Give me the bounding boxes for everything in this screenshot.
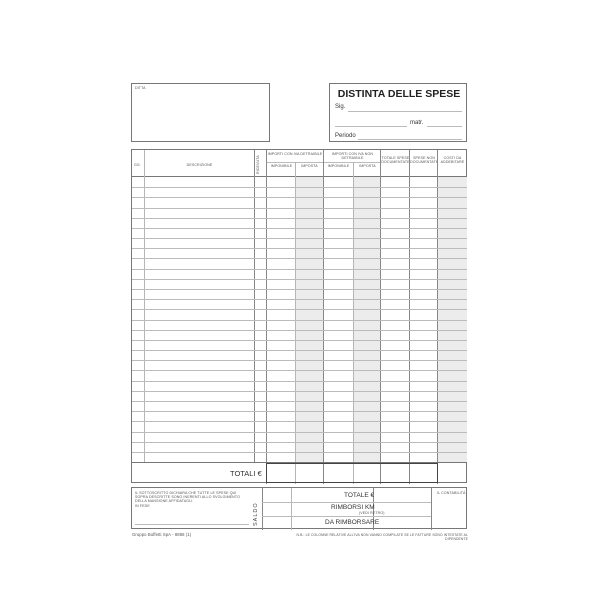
group-detraibile-header: IMPORTI CON IVA DETRAIBILE <box>267 152 323 156</box>
footer-vline-saldo <box>262 488 263 530</box>
table-row <box>132 350 467 351</box>
vline-totale-spese <box>409 150 410 484</box>
sig-line <box>348 111 462 112</box>
table-row <box>132 258 467 259</box>
document-title: DISTINTA DELLE SPESE <box>337 88 461 100</box>
sub-imposta-2: IMPOSTA <box>359 164 376 168</box>
header-box <box>329 83 467 142</box>
sig-label: Sig. <box>335 104 346 110</box>
totals-box <box>266 463 438 483</box>
table-row <box>132 228 467 229</box>
publisher-text: Gruppo Buffetti SpA - 8888 (1) <box>132 532 192 537</box>
matr-line-left <box>335 126 407 127</box>
sub-imposta-1: IMPOSTA <box>301 164 318 168</box>
table-row <box>132 238 467 239</box>
nb-note: N.B.: LE COLONNE RELATIVE ALL'IVA NON VANNO COMPILATE SE LE FATTURE SONO INTESTATE AL DIPENDENTE <box>296 533 468 541</box>
table-row <box>132 218 467 219</box>
in-fede-label: IN FEDE <box>135 504 150 508</box>
col-spese-non-doc-header: SPESE NON DOCUMENTATE <box>410 156 439 164</box>
footer-box <box>131 487 467 529</box>
footer-vline-3 <box>431 488 432 530</box>
col-costi-header: COSTI DA ADDEBITARE <box>440 156 465 164</box>
table-row <box>132 279 467 280</box>
table-row <box>132 289 467 290</box>
table-row <box>132 370 467 371</box>
footer-vline-1 <box>291 488 292 530</box>
footer-hline-1 <box>262 502 431 503</box>
vline-non-detraibile <box>380 150 381 484</box>
table-row <box>132 401 467 402</box>
footer-hline-2 <box>262 516 431 517</box>
table-row <box>132 391 467 392</box>
vline-imponibile-2 <box>353 162 354 484</box>
group-non-detraibile-header: IMPORTI CON IVA NON DETRAIBILE <box>331 152 374 160</box>
table-row <box>132 309 467 310</box>
table-row <box>132 442 467 443</box>
matr-label: matr. <box>410 120 424 126</box>
table-row <box>132 360 467 361</box>
sub-imponibile-2: IMPONIBILE <box>327 164 350 168</box>
sub-imponibile-1: IMPONIBILE <box>270 164 293 168</box>
col-gg-header: GG. <box>134 163 141 167</box>
expense-table <box>131 149 467 483</box>
da-rimborsare-label: DA RIMBORSARE <box>325 519 380 526</box>
col-totale-spese-header: TOTALE SPESE DOCUMENTATE <box>381 156 410 164</box>
ditta-label: DITTA <box>135 86 146 90</box>
totali-label: TOTALI € <box>230 469 262 478</box>
rimborsi-km-label: RIMBORSI KM <box>331 504 375 511</box>
signature-line <box>135 524 249 525</box>
table-row <box>132 299 467 300</box>
declaration-text: IL SOTTOSCRITTO DICHIARA CHE TUTTE LE SPESE QUI SOPRA DESCRITTE SONO INERENTI ALLO SVOLGIMENTO DELLA MANSIONE AFFIDATAGLI. <box>135 491 240 503</box>
table-row <box>132 340 467 341</box>
table-row <box>132 208 467 209</box>
ditta-box <box>131 83 270 142</box>
vline-ricevuta <box>266 150 267 484</box>
table-row <box>132 330 467 331</box>
table-row <box>132 411 467 412</box>
col-descrizione-header: DESCRIZIONE <box>186 163 213 167</box>
periodo-label: Periodo <box>335 133 356 139</box>
rimborsi-sub-label: (VEDI RETRO) <box>359 511 385 515</box>
table-row <box>132 381 467 382</box>
table-row <box>132 248 467 249</box>
table-row <box>132 452 467 453</box>
vline-spese-non-doc <box>437 150 438 484</box>
group-subheader-line <box>267 162 381 163</box>
matr-line-right <box>427 126 462 127</box>
table-row <box>132 197 467 198</box>
table-row <box>132 187 467 188</box>
vline-imponibile-1 <box>295 162 296 484</box>
contabilita-label: IL CONTABILITÀ <box>437 491 466 495</box>
table-row <box>132 432 467 433</box>
header-bottom-line <box>132 176 467 177</box>
col-ricevuta-header: RICEVUTA <box>256 155 260 174</box>
saldo-label: SALDO <box>253 502 259 526</box>
table-row <box>132 421 467 422</box>
periodo-line <box>358 139 462 140</box>
vline-detraibile <box>323 150 324 484</box>
totale-label: TOTALE € <box>344 492 375 499</box>
table-row <box>132 269 467 270</box>
table-row <box>132 320 467 321</box>
